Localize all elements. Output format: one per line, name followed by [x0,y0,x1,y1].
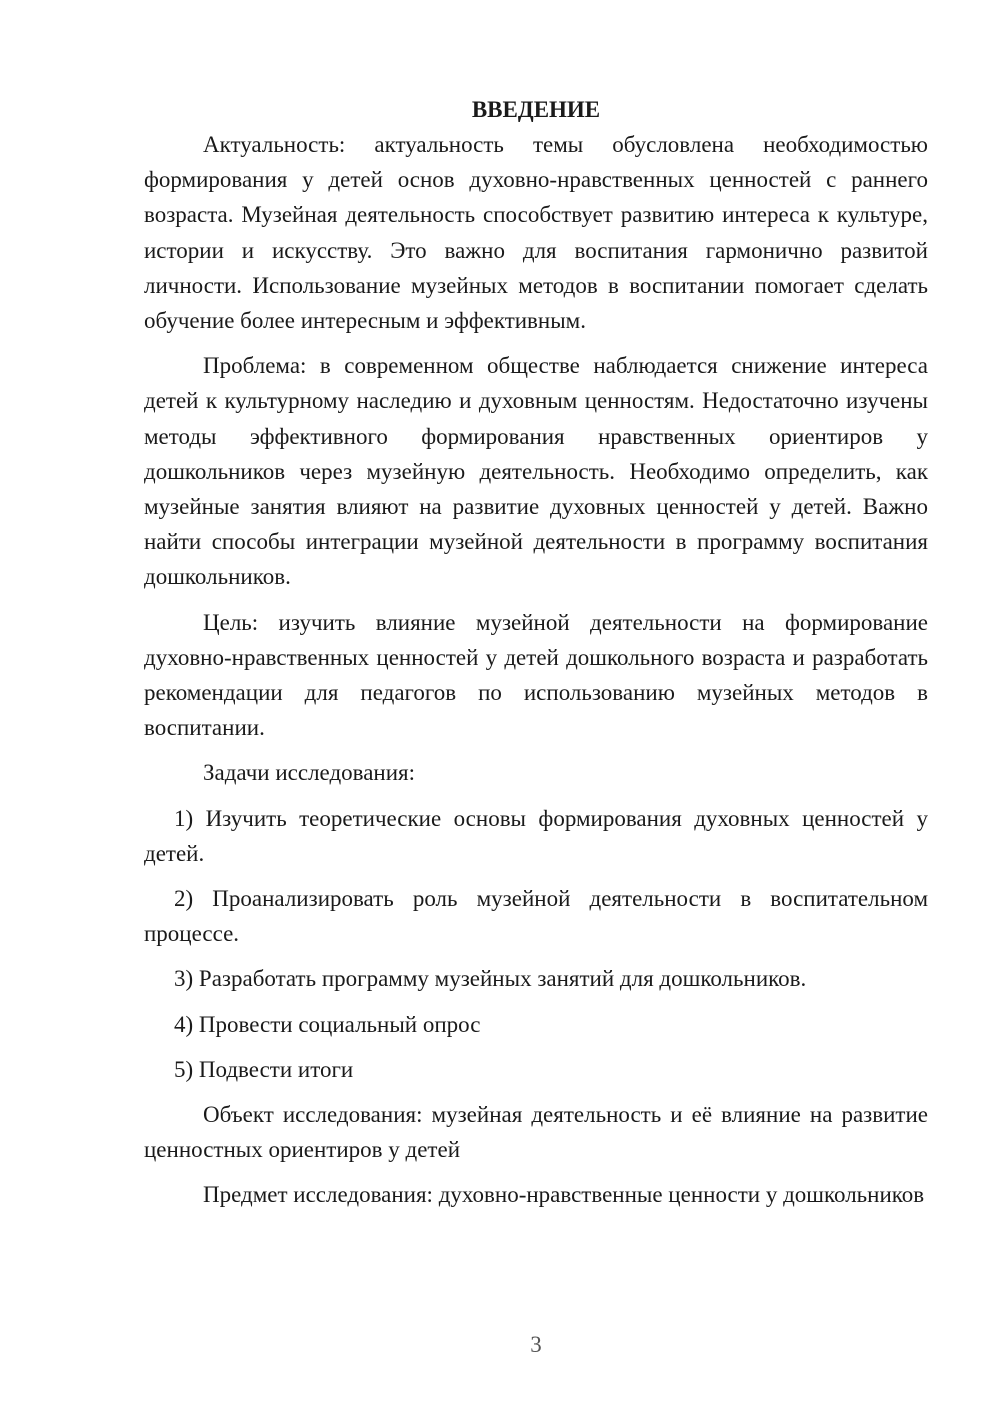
list-item: 2) Проанализировать роль музейной деятельности в воспитательном процессе. [144,886,928,947]
document-title: ВВЕДЕНИЕ [471,97,601,122]
paragraph-object: Объект исследования: музейная деятельность и её влияние на развитие ценностных ориентиров у детей [144,1102,928,1163]
page-number: 3 [530,1332,542,1357]
paragraph-tasks-heading: Задачи исследования: [203,760,416,786]
document-body [144,92,928,1213]
paragraph-relevance: Актуальность: актуальность темы обусловлена необходимостью формирования у детей основ духовно-нравственных ценностей с раннего возраста. Музейная деятельность способствует развитию интереса к культуре, истории и искусству. Это важно для воспитания гармонично развитой личности. Использование музейных методов в воспитании помогает сделать обучение более интересным и эффективным. [144,132,928,334]
paragraph-goal: Цель: изучить влияние музейной деятельности на формирование духовно-нравственных ценностей у детей дошкольного возраста и разработать рекомендации для педагогов по использованию музейных методов в воспитании. [144,609,928,741]
list-item: 4) Провести социальный опрос [174,1011,481,1037]
task-list [144,801,928,1087]
list-item: 1) Изучить теоретические основы формирования духовных ценностей у детей. [144,805,928,866]
list-item: 3) Разработать программу музейных занятий для дошкольников. [174,966,807,992]
paragraph-problem: Проблема: в современном обществе наблюдается снижение интереса детей к культурному наследию и духовным ценностям. Недостаточно изучены методы эффективного формирования нравственных ориентиров у дошкольников через музейную деятельность. Необходимо определить, как музейные занятия влияют на развитие духовных ценностей у детей. Важно найти способы интеграции музейной деятельности в программу воспитания дошкольников. [144,353,928,590]
paragraph-subject: Предмет исследования: духовно-нравственные ценности у дошкольников [203,1182,925,1208]
list-item: 5) Подвести итоги [174,1056,354,1082]
